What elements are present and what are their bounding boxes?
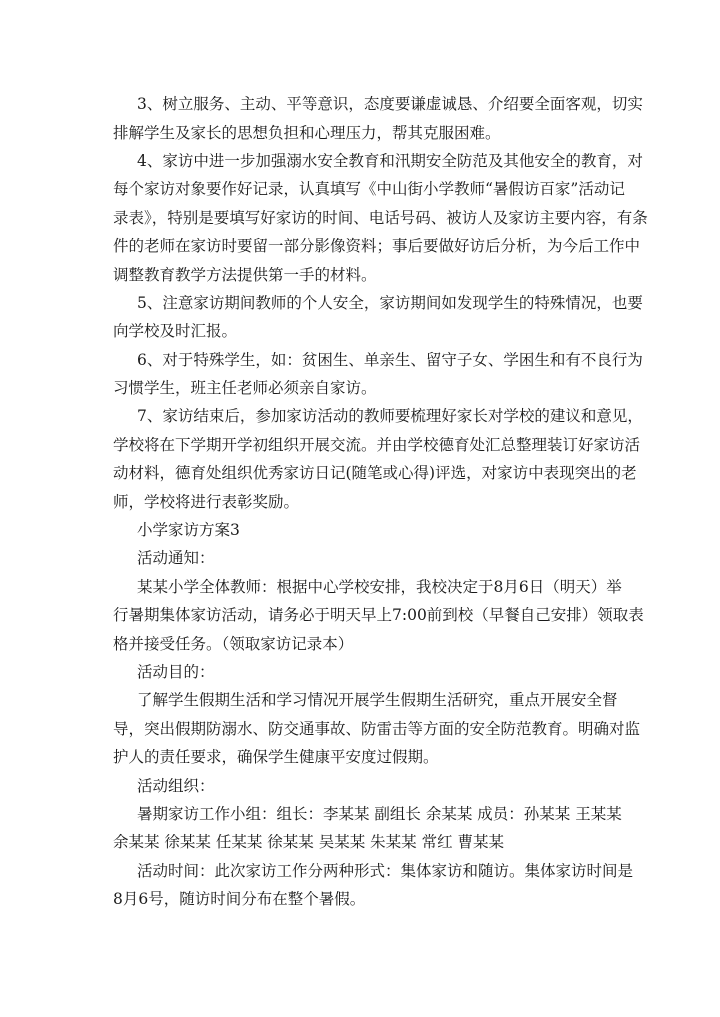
text-line: 排解学生及家长的思想负担和心理压力，帮其克服困难。 xyxy=(113,124,501,142)
text-line: 8月6号，随访时间分布在整个暑假。 xyxy=(113,890,366,908)
text-line: 师，学校将进行表彰奖励。 xyxy=(113,493,300,511)
text-line: 录表》，特别是要填写好家访的时间、电话号码、被访人及家访主要内容，有条 xyxy=(113,209,648,227)
subheading: 活动目的： xyxy=(137,663,215,681)
text-line: 余某某 徐某某 任某某 徐某某 吴某某 朱某某 常红 曹某某 xyxy=(113,833,504,851)
text-line: 向学校及时汇报。 xyxy=(113,322,238,340)
text-line: 4、家访中进一步加强溺水安全教育和汛期安全防范及其他安全的教育，对 xyxy=(137,152,643,170)
text-line: 行暑期集体家访活动，请务必于明天早上7:00前到校（早餐自己安排）领取表 xyxy=(113,606,644,624)
text-line: 调整教育教学方法提供第一手的材料。 xyxy=(113,266,377,284)
text-line: 活动时间：此次家访工作分两种形式：集体家访和随访。集体家访时间是 xyxy=(137,862,634,880)
text-line: 5、注意家访期间教师的个人安全，家访期间如发现学生的特殊情况，也要 xyxy=(137,294,643,312)
subheading: 活动组织： xyxy=(137,777,215,795)
subheading: 活动通知： xyxy=(137,549,215,567)
text-line: 暑期家访工作小组：组长：李某某 副组长 余某某 成员：孙某某 王某某 xyxy=(137,805,622,823)
text-line: 格并接受任务。（领取家访记录本） xyxy=(113,635,354,653)
text-line: 某某小学全体教师：根据中心学校安排，我校决定于8月6日（明天）举 xyxy=(137,578,622,596)
text-line: 件的老师在家访时要留一部分影像资料；事后要做好访后分析，为今后工作中 xyxy=(113,237,641,255)
section-heading: 小学家访方案3 xyxy=(137,521,240,539)
text-line: 7、家访结束后，参加家访活动的教师要梳理好家长对学校的建议和意见， xyxy=(137,407,643,425)
text-line: 学校将在下学期开学初组织开展交流。并由学校德育处汇总整理装订好家访活 xyxy=(113,436,641,454)
text-line: 导，突出假期防溺水、防交通事故、防雷击等方面的安全防范教育。明确对监 xyxy=(113,720,641,738)
text-line: 动材料，德育处组织优秀家访日记(随笔或心得)评选，对家访中表现突出的老 xyxy=(113,464,637,482)
text-line: 6、对于特殊学生，如：贫困生、单亲生、留守子女、学困生和有不良行为 xyxy=(137,351,643,369)
text-line: 了解学生假期生活和学习情况开展学生假期生活研究，重点开展安全督 xyxy=(137,691,618,709)
text-line: 护人的责任要求，确保学生健康平安度过假期。 xyxy=(113,748,439,766)
text-line: 每个家访对象要作好记录，认真填写《中山街小学教师“暑假访百家”活动记 xyxy=(113,180,625,198)
text-line: 3、树立服务、主动、平等意识，态度要谦虚诚恳、介绍要全面客观，切实 xyxy=(137,95,643,113)
text-line: 习惯学生，班主任老师必须亲自家访。 xyxy=(113,379,377,397)
